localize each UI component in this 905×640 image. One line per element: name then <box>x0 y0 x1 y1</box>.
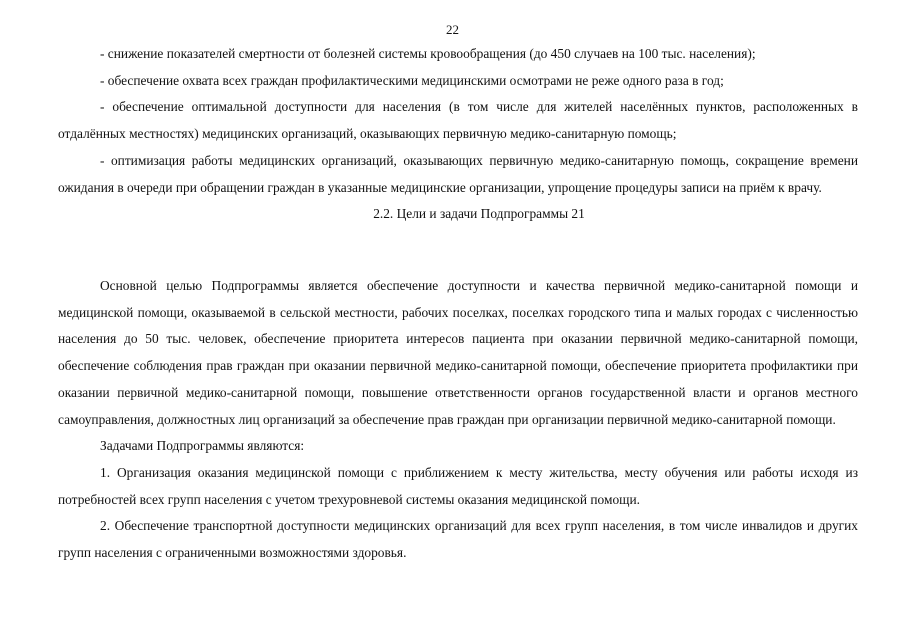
bullet-list <box>58 41 858 228</box>
bullet-item: - обеспечение оптимальной доступности для населения (в том числе для жителей населённых пунктов, расположенных в отдалённых местностях) медицинских организаций, оказывающих первичную медико-санитарную помощь; <box>58 99 858 142</box>
bullet-item: - снижение показателей смертности от болезней системы кровообращения (до 450 случаев на 100 тыс. населения); <box>100 46 756 61</box>
goal-paragraph: Основной целью Подпрограммы является обеспечение доступности и качества первичной медико-санитарной помощи и медицинской помощи, оказываемой в сельской местности, рабочих поселках, поселках городского типа и малых городах с численностью населения до 50 тыс. человек, обеспечение приоритета интересов пациента при оказании первичной медико-санитарной помощи, обеспечение соблюдения прав граждан при оказании первичной медико-санитарной помощи, обеспечение приоритета профилактики при оказании первичной медико-санитарной помощи, повышение ответственности органов государственной власти и органов местного самоуправления, должностных лиц организаций за обеспечение прав граждан при организации первичной медико-санитарной помощи. <box>58 278 858 427</box>
page-number: 22 <box>446 22 459 37</box>
tasks-intro: Задачами Подпрограммы являются: <box>100 438 305 454</box>
task-item: 2. Обеспечение транспортной доступности медицинских организаций для всех групп населения, в том числе инвалидов и других групп населения с ограниченными возможностями здоровья. <box>58 518 858 561</box>
bullet-item: - оптимизация работы медицинских организаций, оказывающих первичную медико-санитарную помощь, сокращение времени ожидания в очереди при обращении граждан в указанные медицинские организации, упрощение процедуры записи на приём к врачу. <box>58 152 858 195</box>
section-heading: 2.2. Цели и задачи Подпрограммы 21 <box>373 206 585 222</box>
goals-section <box>58 273 858 567</box>
bullet-item: - обеспечение охвата всех граждан профилактическими медицинскими осмотрами не реже одного раза в год; <box>100 72 724 88</box>
task-item: 1. Организация оказания медицинской помощи с приближением к месту жительства, месту обучения или работы исходя из потребностей всех групп населения с учетом трехуровневой системы оказания медицинской помощи. <box>58 464 858 507</box>
